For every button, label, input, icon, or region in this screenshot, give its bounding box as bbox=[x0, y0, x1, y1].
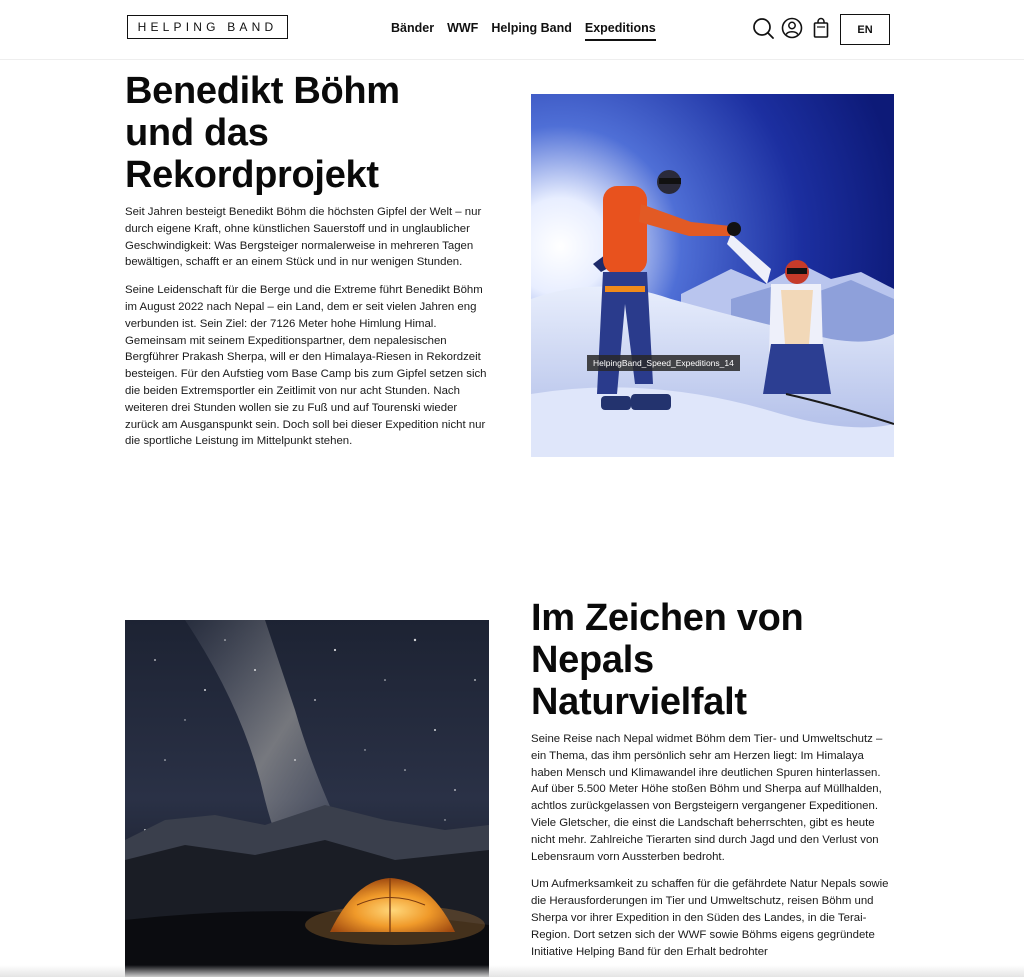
user-account-icon[interactable] bbox=[781, 17, 803, 39]
night-tent-photo-graphic bbox=[125, 620, 489, 977]
main-nav bbox=[391, 20, 669, 41]
nav-item-baender[interactable]: Bänder bbox=[391, 21, 435, 35]
headline-line: Im Zeichen von bbox=[531, 597, 804, 639]
section-2-headline bbox=[531, 597, 897, 723]
language-switch-button[interactable]: EN bbox=[840, 14, 890, 45]
bottom-fade bbox=[0, 965, 1024, 977]
headline-line: und das bbox=[125, 112, 269, 154]
section-1-headline bbox=[125, 70, 489, 196]
headline-line: Benedikt Böhm bbox=[125, 70, 400, 112]
paragraph: Seine Leidenschaft für die Berge und die Extreme führt Benedikt Böhm im August 2022 nach Nepal – ein Land, dem er seit vielen Jahren eng verbunden ist. Sein Ziel: der 7126 Meter hohe Himlung Himal. Gemeinsam mit seinem Expeditionspartner, dem nepalesischen Bergführer Prakash Sherpa, will er den Himalaya-Riesen in Rekordzeit besteigen. Für den Aufstieg vom Base Camp bis zum Gipfel setzen sich die beiden Extremsportler ein Zeitlimit von nur acht Stunden. Nach weiteren drei Stunden wollen sie zu Fuß und auf Tourenski wieder zurück am Ausganspunkt sein. Doch soll bei dieser Expedition nicht nur die sportliche Leistung im Mittelpunkt stehen. bbox=[125, 284, 487, 448]
search-icon[interactable] bbox=[752, 17, 774, 39]
paragraph: Um Aufmerksamkeit zu schaffen für die gefährdete Natur Nepals sowie die Herausforderungen im Tier und Umweltschutz, reisen Böhm und Sherpa vor ihrer Expedition in den Süden des Landes, in die Terai-Region. Dort setzen sich der WWF sowie Böhms eigens gegründete Initiative Helping Band für den Erhalt bedrohter bbox=[531, 878, 889, 958]
shopping-bag-icon[interactable] bbox=[810, 17, 832, 39]
logo[interactable]: HELPING BAND bbox=[127, 15, 288, 39]
nav-item-helping-band[interactable]: Helping Band bbox=[491, 21, 572, 35]
photo-caption-tooltip: HelpingBand_Speed_Expeditions_14 bbox=[587, 355, 740, 371]
paragraph: Seit Jahren besteigt Benedikt Böhm die höchsten Gipfel der Welt – nur durch eigene Kraft, ohne künstlichen Sauerstoff und in unglaublicher Geschwindigkeit: Was Bergsteiger normalerweise in mehreren Tagen bewältigen, schafft er an einem Stück und in nur wenigen Stunden. bbox=[125, 206, 482, 269]
headline-line: Naturvielfalt bbox=[531, 681, 747, 723]
site-header bbox=[0, 0, 1024, 60]
nav-item-wwf[interactable]: WWF bbox=[447, 21, 479, 35]
section-record-project bbox=[125, 70, 489, 461]
nav-item-expeditions[interactable]: Expeditions bbox=[585, 20, 656, 41]
summit-photo bbox=[531, 94, 894, 457]
night-tent-photo bbox=[125, 620, 489, 977]
summit-photo-graphic bbox=[531, 94, 894, 457]
section-nature-diversity bbox=[531, 597, 897, 971]
paragraph: Seine Reise nach Nepal widmet Böhm dem Tier- und Umweltschutz – ein Thema, das ihm persönlich sehr am Herzen liegt: Im Himalaya haben Mensch und Klimawandel ihre deutlichen Spuren hinterlassen. Auf über 5.500 Meter Höhe stoßen Böhm und Sherpa auf Müllhalden, achtlos zurückgelassen von Bergsteigern vergangener Expeditionen. Viele Gletscher, die einst die Landschaft beherrschten, gibt es heute nicht mehr. Zahlreiche Tierarten sind durch Jagd und den Verlust von Lebensraum vorn Aussterben bedroht. bbox=[531, 733, 883, 863]
headline-line: Rekordprojekt bbox=[125, 154, 379, 196]
headline-line: Nepals bbox=[531, 639, 654, 681]
header-icons bbox=[752, 17, 839, 39]
